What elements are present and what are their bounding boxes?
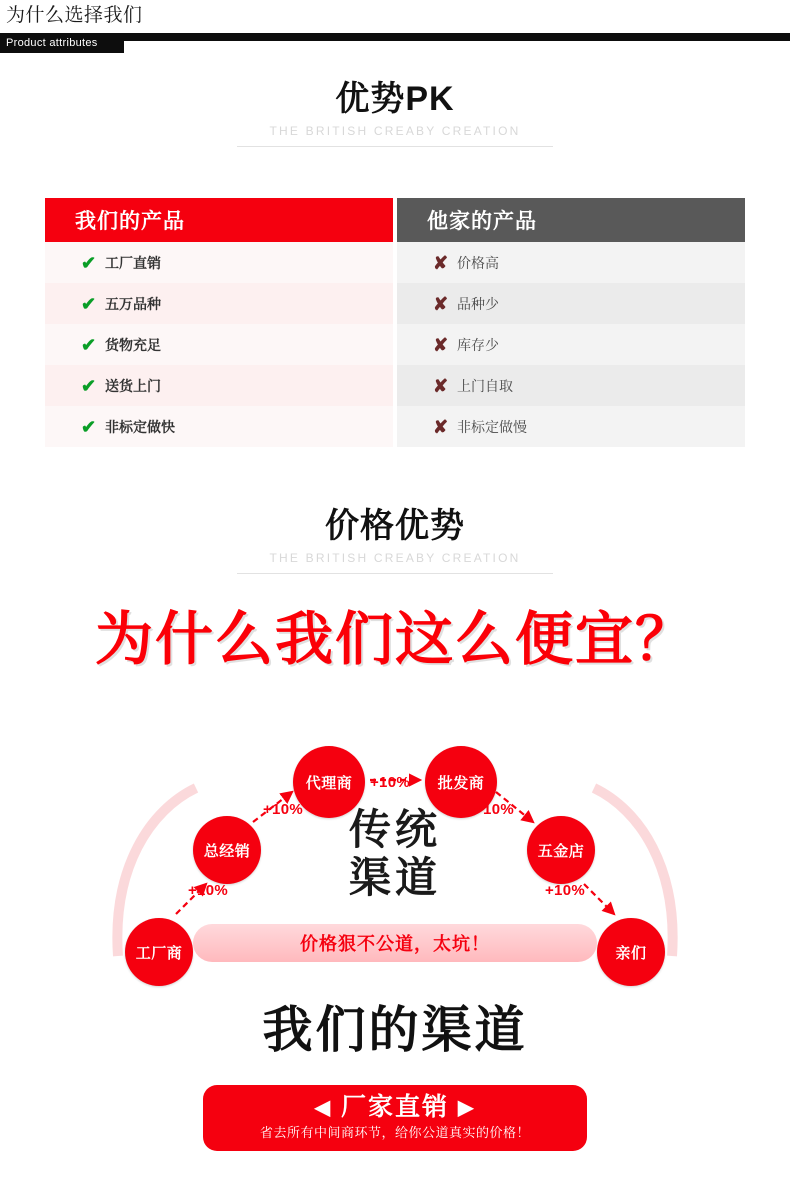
markup-label: +10% (474, 801, 514, 818)
section-title-pk (0, 78, 790, 147)
price-headline: 为什么我们这么便宜？ (94, 607, 695, 672)
section-title-price (0, 505, 790, 574)
table-row (45, 283, 393, 324)
diagram-center-label (325, 806, 465, 902)
markup-label: +10% (188, 882, 228, 899)
table-row (45, 406, 393, 447)
node-factory: 工厂商 (125, 918, 193, 986)
pk-subtitle: THE BRITISH CREABY CREATION (269, 124, 521, 138)
table-row (45, 242, 393, 283)
price-title-rule (237, 573, 553, 574)
node-agent: 代理商 (293, 746, 365, 818)
comparison-item-label: 工厂直销 (105, 254, 161, 271)
table-row (397, 365, 745, 406)
comparison-header-theirs: 他家的产品 (397, 198, 745, 242)
comparison-item-label: 库存少 (457, 336, 499, 353)
comparison-table (45, 198, 745, 447)
diagram-banner: 价格狠不公道，太坑！ (193, 924, 597, 962)
traditional-channel-diagram (0, 718, 790, 980)
markup-label: +10% (370, 774, 410, 791)
our-channel-title: 我们的渠道 (262, 1002, 528, 1058)
comparison-item-label: 价格高 (457, 254, 499, 271)
comparison-item-label: 五万品种 (105, 295, 161, 312)
triangle-left-icon: ◀ (314, 1097, 333, 1119)
comparison-column-theirs (397, 198, 745, 447)
table-row (397, 242, 745, 283)
check-icon: ✔ (81, 293, 97, 314)
comparison-header-ours: 我们的产品 (45, 198, 393, 242)
cross-icon: ✘ (433, 293, 449, 314)
triangle-right-icon: ▶ (457, 1097, 476, 1119)
node-wholesaler: 批发商 (425, 746, 497, 818)
check-icon: ✔ (81, 252, 97, 273)
cross-icon: ✘ (433, 252, 449, 273)
comparison-item-label: 非标定做快 (105, 418, 175, 435)
center-label-line2: 渠道 (348, 854, 441, 901)
cross-icon: ✘ (433, 375, 449, 396)
cross-icon: ✘ (433, 416, 449, 437)
node-customer: 亲们 (597, 918, 665, 986)
check-icon: ✔ (81, 334, 97, 355)
table-row (45, 324, 393, 365)
direct-sales-subtext: 省去所有中间商环节，给你公道真实的价格！ (259, 1125, 530, 1140)
comparison-column-ours (45, 198, 393, 447)
markup-label: +10% (263, 801, 303, 818)
check-icon: ✔ (81, 416, 97, 437)
comparison-item-label: 品种少 (457, 295, 499, 312)
cross-icon: ✘ (433, 334, 449, 355)
breadcrumb: Product attributes (0, 33, 124, 53)
center-label-line1: 传统 (348, 806, 441, 853)
page-title: 为什么选择我们 (6, 5, 143, 26)
comparison-item-label: 送货上门 (105, 377, 161, 394)
table-row (45, 365, 393, 406)
table-row (397, 324, 745, 365)
comparison-item-label: 上门自取 (457, 377, 513, 394)
direct-sales-main (203, 1092, 587, 1123)
table-row (397, 406, 745, 447)
pk-title: 优势PK (335, 80, 455, 118)
check-icon: ✔ (81, 375, 97, 396)
comparison-item-label: 非标定做慢 (457, 418, 527, 435)
page-header (0, 0, 790, 58)
pk-title-rule (237, 146, 553, 147)
table-row (397, 283, 745, 324)
price-subtitle: THE BRITISH CREABY CREATION (269, 551, 521, 565)
markup-label: +10% (545, 882, 585, 899)
direct-sales-banner (203, 1085, 587, 1151)
node-hardware-store: 五金店 (527, 816, 595, 884)
comparison-item-label: 货物充足 (105, 336, 161, 353)
direct-sales-label: 厂家直销 (340, 1093, 449, 1121)
node-general-agent: 总经销 (193, 816, 261, 884)
price-title: 价格优势 (325, 507, 465, 545)
